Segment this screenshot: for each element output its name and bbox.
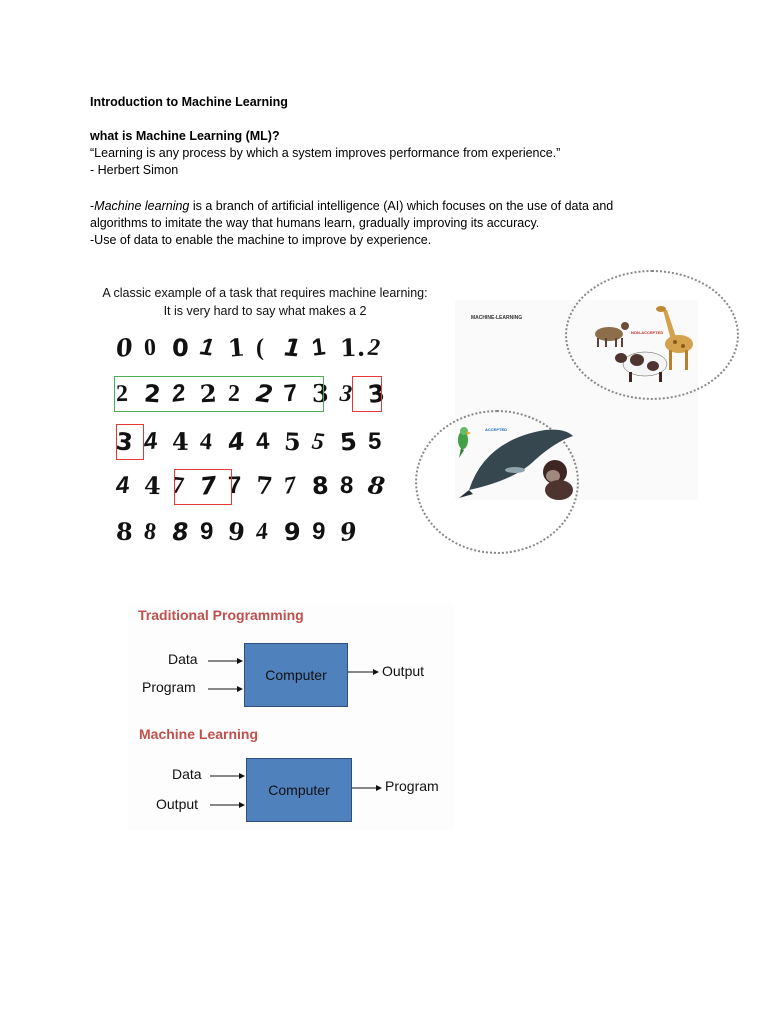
trad-output-label: Output — [382, 663, 425, 679]
ml-input-output-label: Output — [156, 796, 199, 812]
handwritten-digit: 7 — [282, 472, 298, 500]
handwritten-digit: ( — [256, 335, 264, 361]
traditional-programming-heading: Traditional Programming — [138, 607, 304, 623]
handwritten-digit: 7 — [255, 470, 274, 501]
trad-input-data-label: Data — [168, 651, 198, 667]
definition-paragraph — [90, 198, 650, 232]
handwritten-digit: 3 — [114, 427, 135, 457]
handwritten-digit: 1 — [198, 333, 216, 362]
handwritten-digit: 4 — [142, 427, 159, 456]
handwritten-digit: 9 — [337, 515, 359, 548]
animals-illustration — [455, 300, 698, 500]
handwritten-digit: 8 — [115, 516, 134, 547]
parrot-icon — [458, 427, 471, 458]
handwritten-digit: 0 — [171, 333, 190, 363]
handwritten-digit: 4 — [226, 426, 247, 458]
quote-author: - Herbert Simon — [90, 163, 179, 177]
handwritten-digit: 2 — [115, 380, 129, 408]
handwritten-digit: 0 — [113, 331, 135, 364]
handwritten-digit: 3 — [338, 380, 354, 408]
chimpanzee-icon — [543, 460, 573, 500]
section-heading: what is Machine Learning (ML)? — [90, 129, 280, 143]
document-title: Introduction to Machine Learning — [90, 95, 288, 109]
handwritten-digit: 1 — [282, 333, 302, 363]
handwritten-digit: 4 — [115, 471, 131, 500]
handwritten-digit: 1 — [310, 333, 327, 362]
handwritten-digit: 1 — [226, 332, 246, 363]
handwritten-digit: 4 — [143, 470, 161, 501]
handwritten-digit: 2 — [367, 334, 381, 362]
handwritten-digit: 2 — [170, 379, 188, 408]
handwritten-digit: 7 — [198, 471, 219, 501]
handwritten-digit: 9 — [226, 516, 247, 547]
handwritten-digit: 7 — [282, 379, 299, 408]
handwritten-digit: 2 — [227, 380, 241, 408]
programming-comparison-diagram — [128, 604, 454, 830]
quote-text: “Learning is any process by which a system improves performance from experience.” — [90, 146, 561, 160]
handwritten-digit: 8 — [366, 470, 387, 501]
para-prefix: - — [90, 199, 95, 213]
goat-icon — [595, 322, 629, 347]
ml-program-output-label: Program — [385, 778, 439, 794]
handwritten-digit: 2 — [199, 378, 218, 409]
para-body: is a branch of artificial intelligence (AI) which focuses on the use of data and algorithms to imitate the way that humans learn, gradually improving its accuracy. — [90, 199, 614, 230]
handwritten-digit: 0 — [143, 334, 157, 362]
ml-input-data-label: Data — [172, 766, 202, 782]
machine-learning-heading: Machine Learning — [139, 726, 259, 742]
green-highlight-box — [114, 376, 324, 412]
red-highlight-box-1 — [352, 376, 382, 412]
handwritten-digit: 5 — [310, 428, 326, 456]
cow-icon — [615, 352, 667, 382]
handwritten-digits-figure — [90, 282, 440, 546]
handwritten-digit: 8 — [311, 471, 330, 501]
handwritten-digit: 4 — [255, 427, 271, 456]
handwritten-digit: 3 — [366, 379, 387, 409]
handwritten-digit: 7 — [227, 471, 242, 500]
handwritten-digit: 4 — [254, 518, 270, 546]
digits-caption-line1: A classic example of a task that requires machine learning: — [102, 286, 428, 300]
machine-learning-label: MACHINE-LEARNING — [471, 315, 523, 321]
handwritten-digit: 9 — [199, 517, 214, 546]
handwritten-digit: 2 — [254, 379, 275, 409]
handwritten-digit: 1. — [339, 332, 366, 363]
trad-computer-box: Computer — [244, 643, 348, 707]
handwritten-digit: 7 — [170, 472, 186, 500]
handwritten-digit: 9 — [283, 517, 301, 547]
accepted-label: ACCEPTED — [485, 427, 508, 432]
handwritten-digit: 4 — [199, 428, 213, 456]
animals-classification-figure — [455, 300, 698, 500]
handwritten-digit: 8 — [171, 517, 190, 547]
handwritten-digit: 8 — [142, 518, 158, 546]
handwritten-digit: 2 — [143, 379, 162, 409]
digits-caption-line2: It is very hard to say what makes a 2 — [163, 304, 367, 318]
handwritten-digit: 5 — [338, 427, 358, 457]
handwritten-digit: 5 — [283, 426, 302, 457]
trad-input-program-label: Program — [142, 679, 196, 695]
red-highlight-box-2 — [116, 424, 144, 460]
ml-computer-box: Computer — [246, 758, 352, 822]
handwritten-digit: 5 — [368, 428, 382, 455]
handwritten-digit: 9 — [311, 517, 327, 546]
handwritten-digit: 8 — [339, 471, 354, 500]
red-highlight-box-3 — [174, 469, 232, 505]
non-accepted-label: NON-ACCEPTED — [631, 330, 664, 335]
experience-paragraph: -Use of data to enable the machine to improve by experience. — [90, 233, 432, 247]
handwritten-digit: 3 — [312, 379, 329, 408]
handwritten-digit: 4 — [171, 426, 189, 457]
para-emphasis: Machine learning — [94, 199, 190, 213]
